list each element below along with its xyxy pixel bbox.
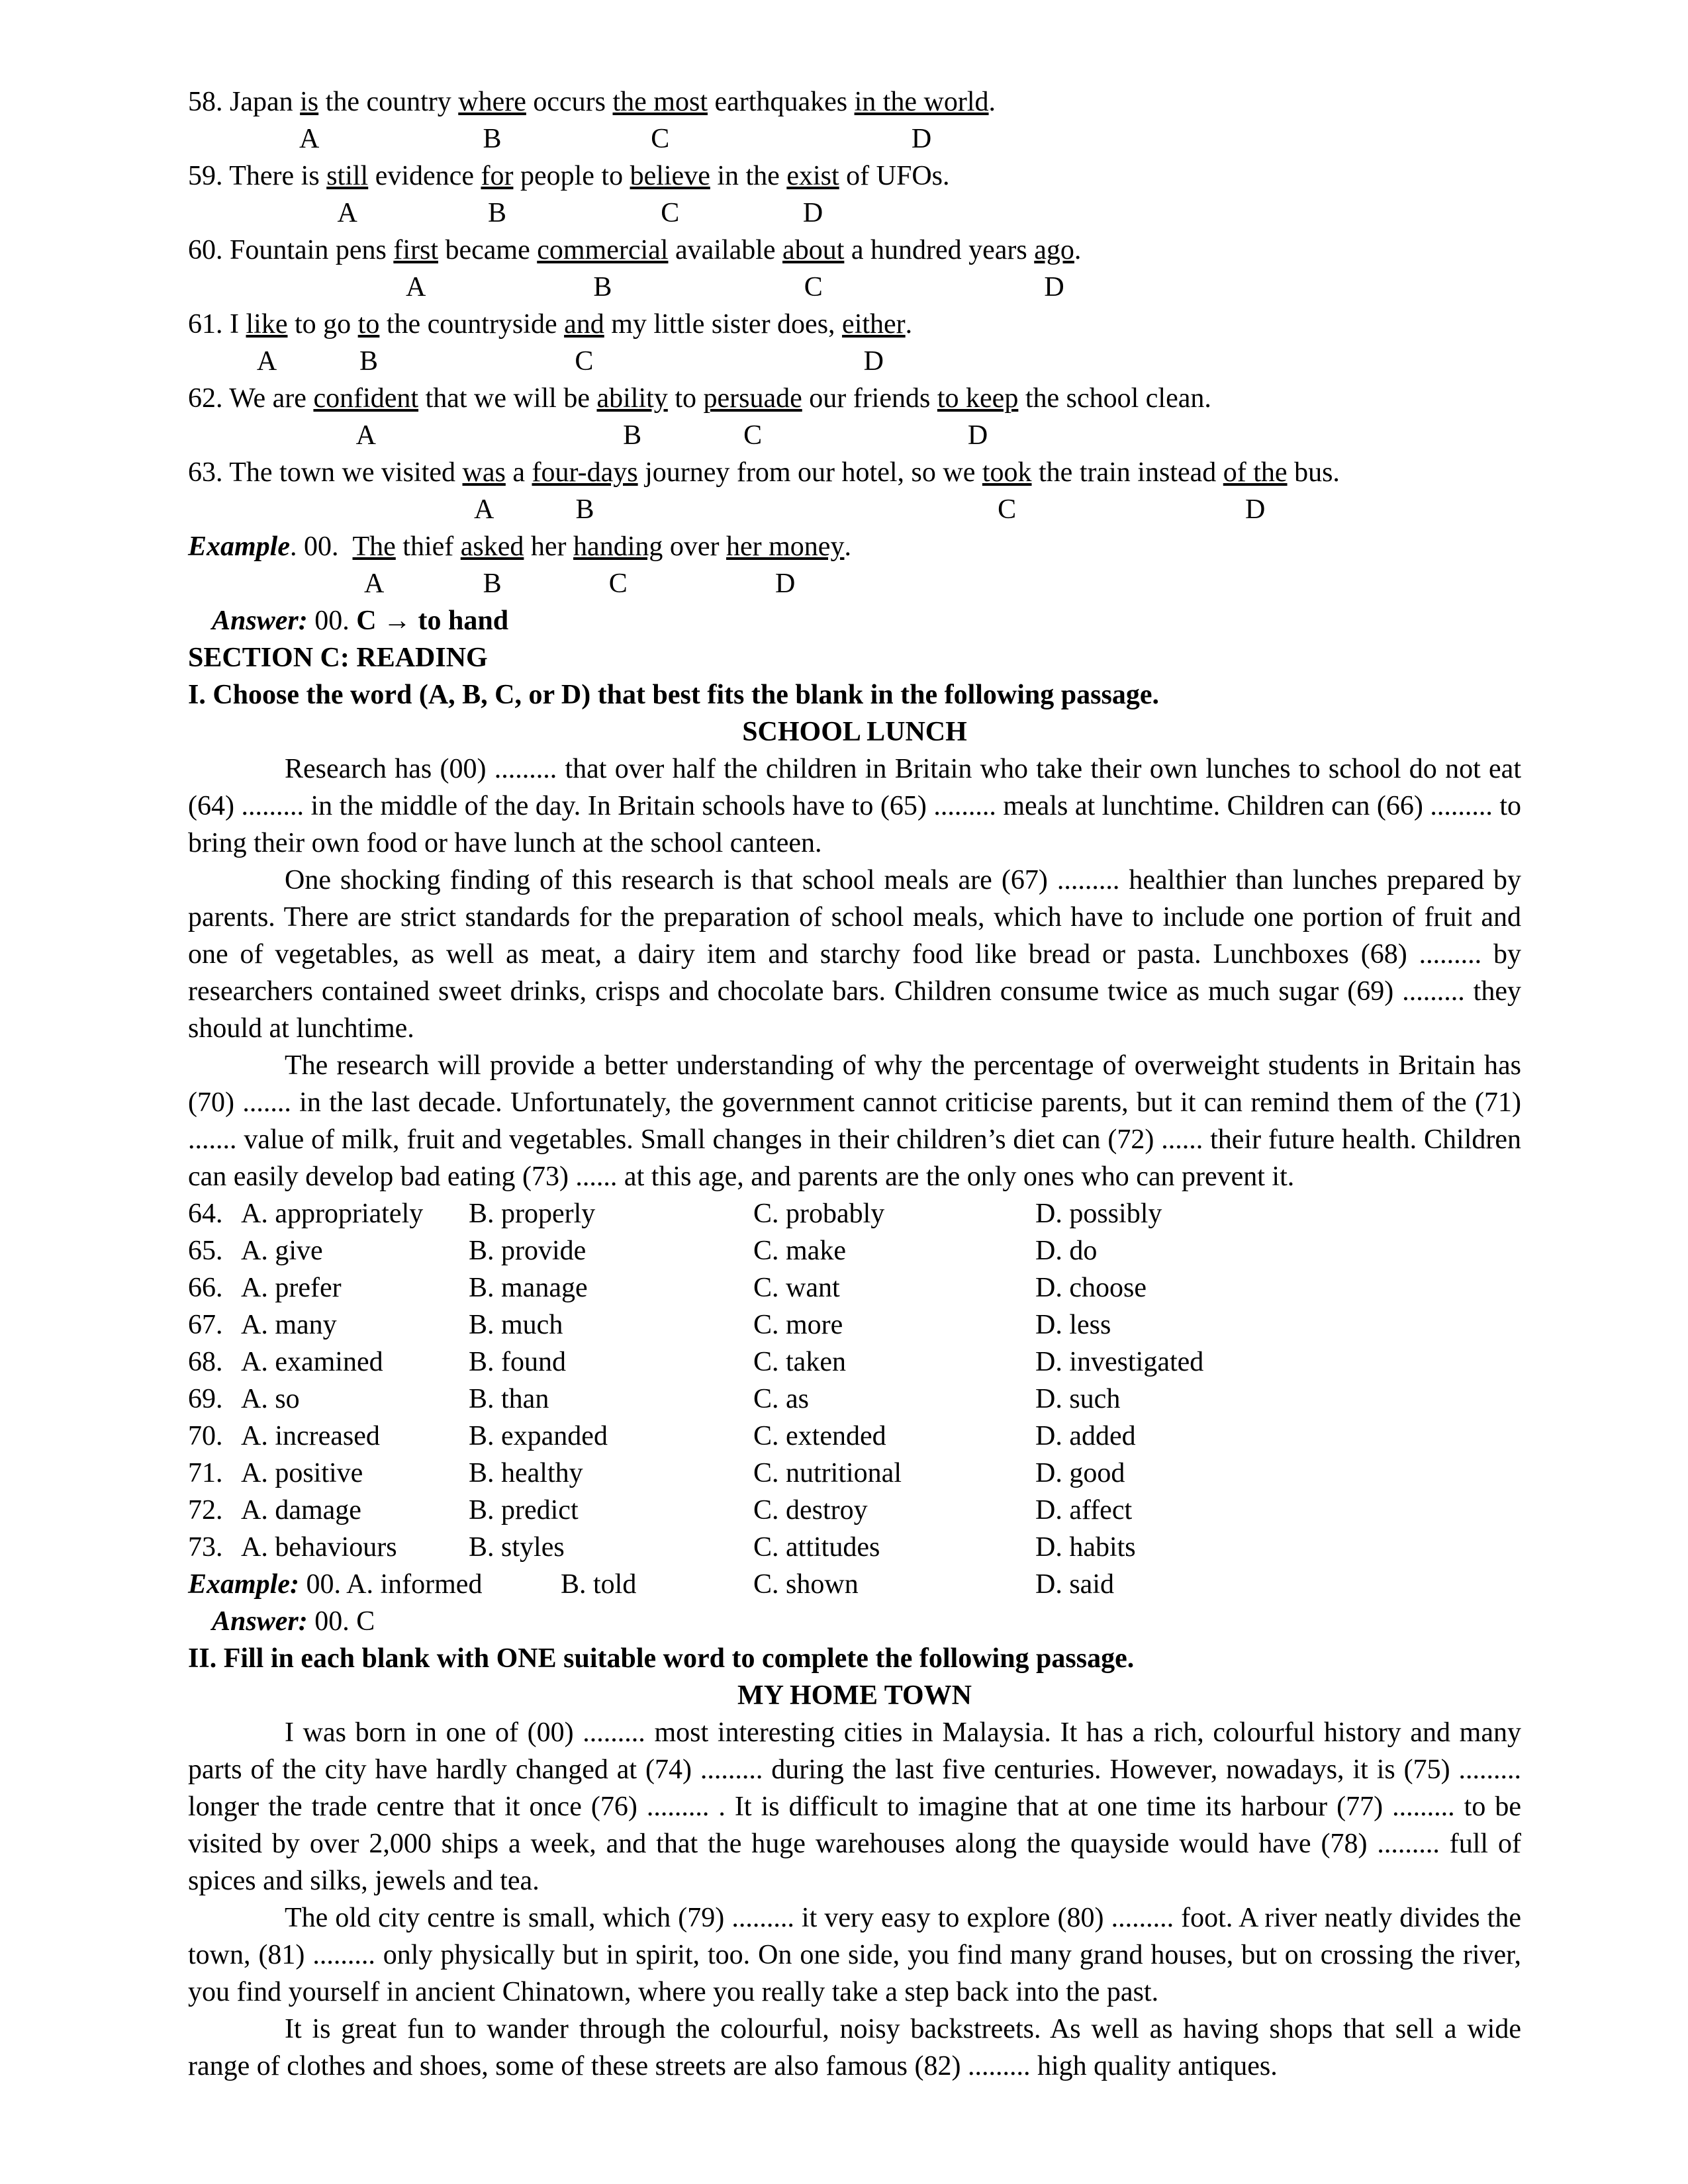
mcq-first-cell <box>188 1381 469 1418</box>
answer-text: 00. <box>307 606 357 636</box>
underlined-word <box>1223 454 1288 525</box>
underlined-text: to <box>357 309 380 340</box>
option-letter: C <box>743 420 763 451</box>
mcq-example-row <box>188 1566 1521 1603</box>
mcq-row <box>188 1492 1521 1529</box>
underlined-word <box>612 83 708 154</box>
answer-text: C → to hand <box>356 606 509 636</box>
underlined-text: commercial <box>537 235 669 265</box>
sentence-text: the school clean. <box>1018 383 1211 414</box>
error-identification-item <box>188 380 1521 454</box>
sentence-text: became <box>438 235 538 265</box>
mcq-row <box>188 1269 1521 1306</box>
option-letter: D <box>775 569 796 599</box>
underlined-text: like <box>246 309 288 340</box>
sentence-text: 60. Fountain pens <box>188 235 394 265</box>
sentence-text: . <box>988 87 996 117</box>
option-letter: B <box>359 346 378 377</box>
option-letter: C <box>575 346 594 377</box>
task1-instruction: I. Choose the word (A, B, C, or D) that best fits the blank in the following passage. <box>188 680 1159 710</box>
underlined-word <box>393 232 438 302</box>
option-c: C. more <box>753 1310 843 1340</box>
mcq-first-cell <box>188 1232 469 1269</box>
option-letter: A <box>363 569 385 599</box>
error-identification-item <box>188 158 1521 232</box>
mcq-row <box>188 1306 1521 1343</box>
question-number: 64. <box>188 1199 223 1229</box>
option-letter: A <box>474 494 494 525</box>
option-c: C. want <box>753 1273 840 1303</box>
option-c: C. destroy <box>753 1495 868 1525</box>
passage2-paragraph-2: The old city centre is small, which (79) ......... it very easy to explore (80) ......... foot. A river neatly divides the town, (81) ......... only physically but in spirit, too. On one side, you find many grand houses, but on crossing the river, you find yourself in ancient Chinatown, where you really take a step back into the past. <box>188 1903 1521 2007</box>
underlined-text: handing <box>573 531 663 562</box>
underlined-word <box>357 306 380 377</box>
option-letter: D <box>967 420 988 451</box>
underlined-word <box>564 306 604 377</box>
underlined-word <box>726 528 845 599</box>
sentence-text: available <box>668 235 783 265</box>
question-number: 71. <box>188 1458 223 1488</box>
underlined-text: ago <box>1034 235 1074 265</box>
option-letter: C <box>998 494 1017 525</box>
option-c: C. probably <box>753 1199 885 1229</box>
underlined-text: still <box>326 161 369 191</box>
underlined-word <box>532 454 638 525</box>
option-d: D. said <box>1035 1569 1114 1600</box>
option-d: D. less <box>1035 1310 1111 1340</box>
option-b: B. expanded <box>469 1421 608 1451</box>
sentence-text: her <box>524 531 574 562</box>
option-d: D. habits <box>1035 1532 1136 1563</box>
option-b: B. styles <box>469 1532 565 1563</box>
underlined-text: where <box>458 87 526 117</box>
question-number: 65. <box>188 1236 223 1266</box>
sentence-text: a <box>505 457 532 488</box>
option-b: B. properly <box>469 1199 596 1229</box>
option-b: B. found <box>469 1347 566 1377</box>
underlined-word <box>458 83 526 154</box>
option-c: C. attitudes <box>753 1532 880 1563</box>
example-label: Example: <box>188 1569 299 1600</box>
section-c-heading: SECTION C: READING <box>188 643 488 673</box>
sentence-text: evidence <box>368 161 481 191</box>
underlined-text: either <box>842 309 906 340</box>
sentence-text: 59. There is <box>188 161 327 191</box>
option-d: D. choose <box>1035 1273 1147 1303</box>
option-letter: C <box>661 198 680 228</box>
option-c: C. make <box>753 1236 846 1266</box>
option-b: B. predict <box>469 1495 579 1525</box>
answer-label: Answer: <box>212 1606 308 1637</box>
sentence-text: the countryside <box>379 309 565 340</box>
sentence-text: . <box>905 309 913 340</box>
error-identification-item <box>188 454 1521 528</box>
underlined-text: about <box>782 235 845 265</box>
option-a: A. give <box>241 1236 323 1266</box>
option-letter: A <box>299 124 320 154</box>
underlined-word <box>842 306 906 377</box>
sentence-text: of UFOs. <box>839 161 950 191</box>
mcq-first-cell <box>188 1343 469 1381</box>
option-c: C. nutritional <box>753 1458 902 1488</box>
option-a: A. behaviours <box>241 1532 397 1563</box>
mcq-first-cell <box>188 1455 469 1492</box>
question-number: 69. <box>188 1384 223 1414</box>
underlined-text: first <box>393 235 438 265</box>
task2-instruction: II. Fill in each blank with ONE suitable word to complete the following passage. <box>188 1643 1135 1674</box>
mcq-first-cell <box>188 1195 469 1232</box>
option-a: A. positive <box>241 1458 363 1488</box>
option-d: D. affect <box>1035 1495 1133 1525</box>
mcq-first-cell <box>188 1269 469 1306</box>
underlined-text: is <box>300 87 319 117</box>
sentence-text: to go <box>287 309 358 340</box>
option-letter: D <box>802 198 823 228</box>
sentence-text: occurs <box>526 87 613 117</box>
sentence-text: to <box>667 383 704 414</box>
option-d: D. such <box>1035 1384 1121 1414</box>
underlined-word <box>573 528 663 599</box>
option-letter: D <box>911 124 932 154</box>
error-identification-list <box>188 83 1521 602</box>
option-letter: B <box>483 569 502 599</box>
option-a: A. damage <box>241 1495 361 1525</box>
sentence-text: . <box>844 531 851 562</box>
option-a: 00. A. informed <box>299 1569 483 1600</box>
underlined-text: for <box>481 161 514 191</box>
underlined-word <box>313 380 419 451</box>
sentence-text: 62. We are <box>188 383 314 414</box>
underlined-word <box>246 306 288 377</box>
underlined-word <box>460 528 524 599</box>
option-letter: B <box>623 420 642 451</box>
underlined-word <box>596 380 668 451</box>
underlined-word <box>982 454 1032 525</box>
option-d: D. possibly <box>1035 1199 1162 1229</box>
option-letter: A <box>256 346 277 377</box>
underlined-word <box>352 528 396 599</box>
error-identification-item <box>188 83 1521 158</box>
underlined-text: took <box>982 457 1032 488</box>
sentence-text: the country <box>318 87 459 117</box>
error-identification-item <box>188 232 1521 306</box>
mcq-first-cell <box>188 1492 469 1529</box>
option-a: A. so <box>241 1384 300 1414</box>
sentence-text: . <box>1074 235 1082 265</box>
option-b: B. manage <box>469 1273 588 1303</box>
option-d: D. good <box>1035 1458 1125 1488</box>
option-letter: A <box>405 272 426 302</box>
passage2-title: MY HOME TOWN <box>737 1680 972 1711</box>
option-b: B. healthy <box>469 1458 583 1488</box>
sentence-text: a hundred years <box>844 235 1035 265</box>
option-b: B. than <box>469 1384 549 1414</box>
underlined-word <box>854 83 989 154</box>
option-c: C. as <box>753 1384 809 1414</box>
underlined-word <box>630 158 710 228</box>
example-answer-line <box>188 602 1521 639</box>
mcq-options-table <box>188 1195 1521 1640</box>
underlined-text: in the world <box>854 87 989 117</box>
underlined-word <box>782 232 845 302</box>
option-letter: C <box>804 272 823 302</box>
option-letter: D <box>1044 272 1064 302</box>
error-identification-item <box>188 528 1521 602</box>
option-letter: A <box>337 198 357 228</box>
underlined-text: confident <box>313 383 419 414</box>
question-number: 72. <box>188 1495 223 1525</box>
option-letter: C <box>608 569 628 599</box>
answer-text: Answer: <box>212 606 308 636</box>
option-d: D. added <box>1035 1421 1136 1451</box>
passage1-title: SCHOOL LUNCH <box>742 717 967 747</box>
mcq-row <box>188 1529 1521 1566</box>
mcq-row <box>188 1195 1521 1232</box>
option-a: A. prefer <box>241 1273 342 1303</box>
mcq-first-cell <box>188 1418 469 1455</box>
mcq-row <box>188 1381 1521 1418</box>
option-c: C. shown <box>753 1569 859 1600</box>
underlined-text: four-days <box>532 457 638 488</box>
question-number: 70. <box>188 1421 223 1451</box>
option-b: B. provide <box>469 1236 586 1266</box>
underlined-text: persuade <box>703 383 802 414</box>
sentence-text: in the <box>710 161 787 191</box>
option-letter: B <box>575 494 594 525</box>
underlined-text: of the <box>1223 457 1288 488</box>
option-a: A. many <box>241 1310 337 1340</box>
underlined-text: The <box>352 531 396 562</box>
sentence-text: people to <box>513 161 630 191</box>
option-letter: D <box>1244 494 1266 525</box>
sentence-text: Example <box>188 531 290 562</box>
passage1-paragraph-2: One shocking finding of this research is that school meals are (67) ......... healthier than lunches prepared by parents. There are strict standards for the preparation of school meals, which have to include one portion of fruit and one of vegetables, as well as meat, a dairy item and starchy food like bread or pasta. Lunchboxes (68) ......... by researchers contained sweet drinks, crisps and chocolate bars. Children consume twice as much sugar (69) ......... they should at lunchtime. <box>188 865 1521 1044</box>
underlined-text: believe <box>630 161 710 191</box>
question-number: 68. <box>188 1347 223 1377</box>
sentence-text: . 00. <box>290 531 353 562</box>
underlined-word <box>326 158 369 228</box>
underlined-word <box>703 380 802 451</box>
question-number: 73. <box>188 1532 223 1563</box>
mcq-row <box>188 1418 1521 1455</box>
question-number: 67. <box>188 1310 223 1340</box>
mcq-row <box>188 1343 1521 1381</box>
mcq-first-cell <box>188 1306 469 1343</box>
mcq-first-cell <box>188 1529 469 1566</box>
option-letter: C <box>651 124 670 154</box>
underlined-text: ability <box>596 383 668 414</box>
underlined-word <box>481 158 514 228</box>
underlined-word <box>786 158 839 228</box>
mcq-row <box>188 1455 1521 1492</box>
underlined-text: asked <box>460 531 524 562</box>
passage1-paragraph-3: The research will provide a better understanding of why the percentage of overweight students in Britain has (70) ....... in the last decade. Unfortunately, the government cannot criticise parents, but it can remind them of the (71) ....... value of milk, fruit and vegetables. Small changes in their children’s diet can (72) ...... their future health. Children can easily develop bad eating (73) ...... at this age, and parents are the only ones who can prevent it. <box>188 1050 1521 1192</box>
underlined-text: and <box>564 309 604 340</box>
option-a: A. appropriately <box>241 1199 424 1229</box>
underlined-text: her money <box>726 531 845 562</box>
sentence-text: over <box>663 531 726 562</box>
option-letter: A <box>355 420 376 451</box>
answer-text: 00. C <box>307 1606 375 1637</box>
option-b: B. told <box>561 1569 637 1600</box>
underlined-word <box>1034 232 1074 302</box>
sentence-text: bus. <box>1287 457 1340 488</box>
mcq-example-first <box>188 1566 482 1603</box>
option-letter: B <box>483 124 502 154</box>
underlined-text: the most <box>612 87 708 117</box>
sentence-text: earthquakes <box>708 87 855 117</box>
underlined-word <box>937 380 1019 451</box>
option-d: D. investigated <box>1035 1347 1204 1377</box>
option-c: C. taken <box>753 1347 846 1377</box>
sentence-text: our friends <box>802 383 937 414</box>
option-letter: B <box>487 198 506 228</box>
passage1-paragraph-1: Research has (00) ......... that over half the children in Britain who take their own lunches to school do not eat (64) ......... in the middle of the day. In Britain schools have to (65) ......... meals at lunchtime. Children can (66) ......... to bring their own food or have lunch at the school canteen. <box>188 754 1522 858</box>
underlined-text: exist <box>786 161 839 191</box>
question-number: 66. <box>188 1273 223 1303</box>
option-a: A. increased <box>241 1421 380 1451</box>
sentence-text: 58. Japan <box>188 87 301 117</box>
sentence-text: 61. I <box>188 309 246 340</box>
error-identification-item <box>188 306 1521 380</box>
underlined-word <box>537 232 669 302</box>
sentence-text: thief <box>395 531 461 562</box>
passage2-paragraph-3: It is great fun to wander through the colourful, noisy backstreets. As well as having shops that sell a wide range of clothes and shoes, some of these streets are also famous (82) ......... high quality antiques. <box>188 2014 1521 2081</box>
sentence-text: the train instead <box>1031 457 1223 488</box>
option-c: C. extended <box>753 1421 886 1451</box>
underlined-word <box>462 454 506 525</box>
option-d: D. do <box>1035 1236 1098 1266</box>
option-a: A. examined <box>241 1347 383 1377</box>
mcq-row <box>188 1232 1521 1269</box>
underlined-text: to keep <box>937 383 1019 414</box>
sentence-text: my little sister does, <box>604 309 843 340</box>
sentence-text: journey from our hotel, so we <box>637 457 982 488</box>
sentence-text: that we will be <box>418 383 597 414</box>
underlined-word <box>299 83 320 154</box>
sentence-text: 63. The town we visited <box>188 457 463 488</box>
option-letter: D <box>863 346 884 377</box>
underlined-text: was <box>462 457 506 488</box>
option-letter: B <box>593 272 612 302</box>
passage2-paragraph-1: I was born in one of (00) ......... most interesting cities in Malaysia. It has a rich, colourful history and many parts of the city have hardly changed at (74) ......... during the last five centuries. However, nowadays, it is (75) ......... longer the trade centre that it once (76) ......... . It is difficult to imagine that at one time its harbour (77) ......... to be visited by over 2,000 ships a week, and that the huge warehouses along the quayside would have (78) ......... full of spices and silks, jewels and tea. <box>188 1717 1521 1896</box>
mcq-answer-row <box>188 1603 1521 1640</box>
option-b: B. much <box>469 1310 563 1340</box>
